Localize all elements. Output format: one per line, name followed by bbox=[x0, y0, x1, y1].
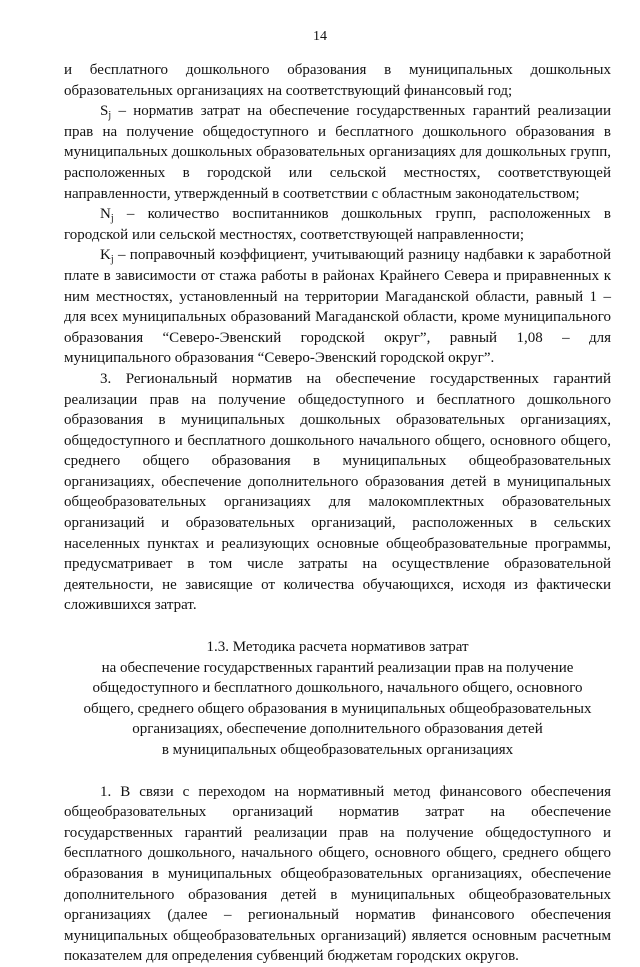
definition-s-subscript: j bbox=[108, 110, 112, 122]
definition-n-text: – количество воспитанников дошкольных групп, расположенных в городской или сельской местностях, соответствующей направленности; bbox=[64, 206, 611, 243]
section-heading-line-6: в муниципальных общеобразовательных организациях bbox=[161, 742, 514, 758]
section-heading-line-2: на обеспечение государственных гарантий реализации прав на получение bbox=[101, 659, 574, 676]
definition-k-text: – поправочный коэффициент, учитывающий разницу надбавки к заработной плате в зависимости от стажа работы в районах Крайнего Севера и приравненных к ним местностях, установленный на территории Магаданской области, равный 1 – для всех муниципальных образований Магаданской области, кроме муниципального образования “Северо-Эвенский городской округ”, равный 1,08 – для муниципального образования “Северо-Эвенский городской округ”. bbox=[64, 247, 611, 367]
section-heading-line-3: общедоступного и бесплатного дошкольного, начального общего, основного bbox=[92, 680, 583, 697]
section-heading-line-5: организациях, обеспечение дополнительного образования детей bbox=[132, 721, 543, 738]
continuation-line-2: образовательных организациях на соответствующий финансовый год; bbox=[64, 82, 513, 99]
continuation-line-1: и бесплатного дошкольного образования в муниципальных дошкольных bbox=[64, 62, 611, 78]
definition-n-symbol: N bbox=[100, 206, 111, 223]
definition-n-subscript: j bbox=[110, 213, 114, 225]
definition-s-symbol: S bbox=[100, 103, 109, 120]
paragraph-1-final: 1. В связи с переходом на нормативный метод финансового обеспечения общеобразовательных организаций норматив затрат на обеспечение государственных гарантий реализации прав на получение общедоступного и бесплатного дошкольного, начального общего, основного общего, среднего общего образования в муниципальных общеобразовательных организациях, обеспечение дополнительного образования детей в муниципальных общеобразовательных организациях (далее – региональный норматив финансового обеспечения муниципальных общеобразовательных организаций) является основным расчетным показателем для определения субвенций бюджетам городских округов. bbox=[64, 783, 611, 965]
document-body bbox=[64, 60, 611, 967]
paragraph-3: 3. Региональный норматив на обеспечение государственных гарантий реализации прав на получение общедоступного и бесплатного дошкольного образования в муниципальных дошкольных образовательных организациях, общедоступного и бесплатного дошкольного начального общего, основного общего, среднего общего образования в муниципальных общеобразовательных организациях, обеспечение дополнительного образования детей в муниципальных общеобразовательных организациях для малокомплектных образовательных организаций и образовательных организаций, расположенных в сельских населенных пунктах и реализующих основные общеобразовательные программы, предусматривает в том числе затраты на осуществление образовательной деятельности, не зависящие от количества обучающихся, исходя из фактически сложившихся затрат. bbox=[64, 370, 611, 614]
page-number: 14 bbox=[313, 29, 327, 44]
section-heading-line-1: 1.3. Методика расчета нормативов затрат bbox=[206, 639, 469, 656]
section-heading-line-4: общего, среднего общего образования в муниципальных общеобразовательных bbox=[83, 700, 592, 717]
definition-s-text: – норматив затрат на обеспечение государственных гарантий реализации прав на получение общедоступного и бесплатного дошкольного образования в муниципальных дошкольных образовательных организациях для дошкольных групп, расположенных в городской или сельской местностях, соответствующей направленности, утвержденный в соответствии с областным законодательством; bbox=[64, 103, 611, 202]
definition-k bbox=[64, 245, 611, 369]
definition-k-subscript: j bbox=[110, 254, 114, 266]
definition-s bbox=[64, 101, 611, 204]
section-heading bbox=[64, 637, 611, 761]
definition-n bbox=[64, 204, 611, 245]
definition-k-symbol: K bbox=[100, 247, 111, 264]
